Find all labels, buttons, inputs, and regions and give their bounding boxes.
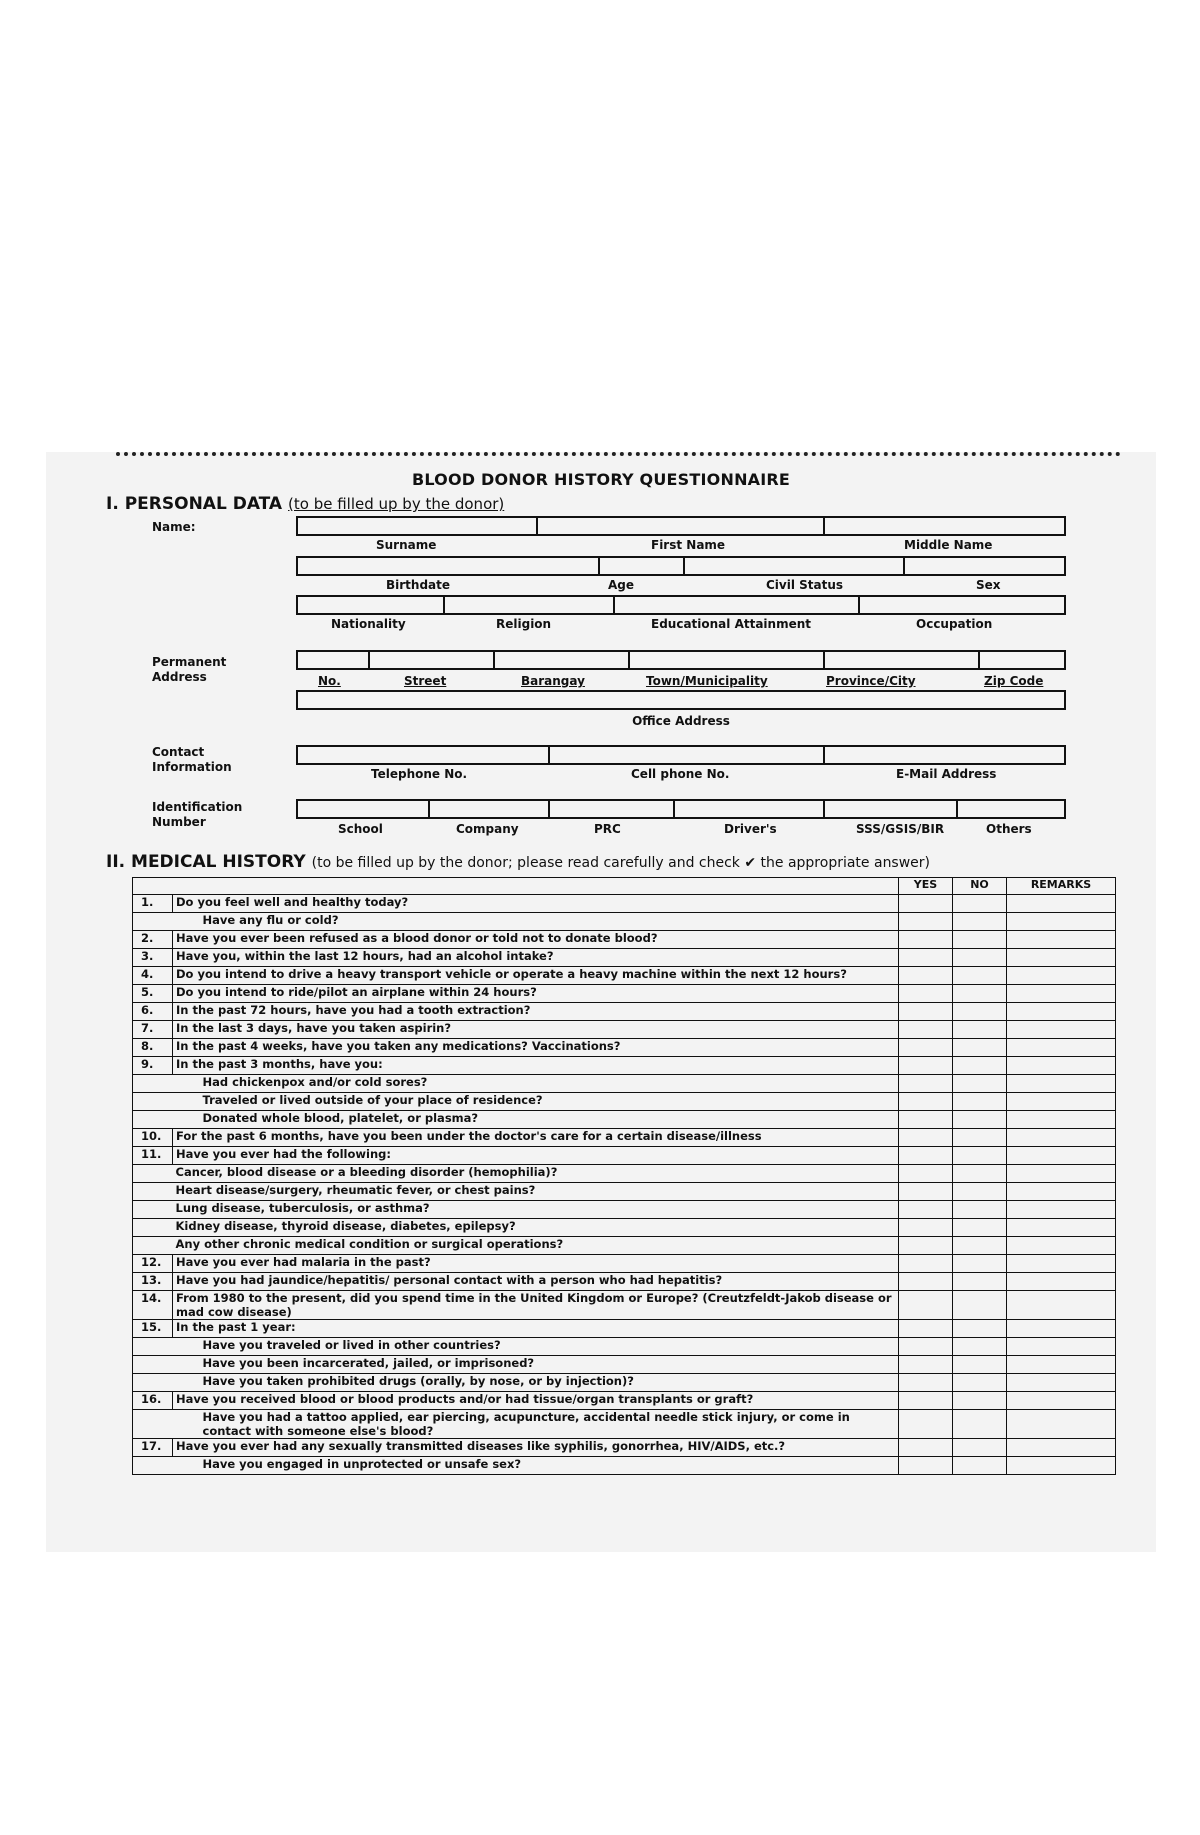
remarks-cell[interactable]	[1007, 1320, 1116, 1338]
remarks-cell[interactable]	[1007, 1338, 1116, 1356]
permanent-address-fields	[296, 650, 1066, 670]
email-caption: E-Mail Address	[896, 767, 997, 781]
address-province-caption: Province/City	[826, 674, 916, 688]
no-checkbox-cell[interactable]	[953, 1273, 1007, 1291]
no-checkbox-cell[interactable]	[953, 1003, 1007, 1021]
question-text: In the past 3 months, have you:	[173, 1057, 899, 1075]
religion-caption: Religion	[496, 617, 552, 631]
remarks-cell[interactable]	[1007, 1147, 1116, 1165]
cellphone-caption: Cell phone No.	[631, 767, 730, 781]
yes-checkbox-cell[interactable]	[899, 1374, 953, 1392]
no-checkbox-cell[interactable]	[953, 1338, 1007, 1356]
question-row	[133, 1255, 1116, 1273]
question-number: 17.	[133, 1439, 173, 1457]
question-row	[133, 1201, 1116, 1219]
id-sss-caption: SSS/GSIS/BIR	[856, 822, 945, 836]
question-row	[133, 1129, 1116, 1147]
question-text: Have you had a tattoo applied, ear piercing, acupuncture, accidental needle stick injury, or come in contact with someone else's blood?	[173, 1410, 899, 1439]
question-number	[133, 1219, 173, 1237]
question-text: Have you ever had malaria in the past?	[173, 1255, 899, 1273]
question-number: 3.	[133, 949, 173, 967]
yes-checkbox-cell[interactable]	[899, 895, 953, 913]
no-checkbox-cell[interactable]	[953, 1219, 1007, 1237]
yes-checkbox-cell[interactable]	[899, 1255, 953, 1273]
question-text: Traveled or lived outside of your place of residence?	[173, 1093, 899, 1111]
yes-checkbox-cell[interactable]	[899, 1338, 953, 1356]
question-row	[133, 1183, 1116, 1201]
question-text: Had chickenpox and/or cold sores?	[173, 1075, 899, 1093]
contact-info-label	[152, 745, 232, 775]
remarks-cell[interactable]	[1007, 1410, 1116, 1439]
remarks-cell[interactable]	[1007, 1165, 1116, 1183]
question-row	[133, 1273, 1116, 1291]
yes-column-header: YES	[899, 878, 953, 895]
remarks-cell[interactable]	[1007, 1273, 1116, 1291]
surname-caption: Surname	[376, 538, 437, 552]
question-text: Do you intend to drive a heavy transport vehicle or operate a heavy machine within the next 12 hours?	[173, 967, 899, 985]
question-row	[133, 1093, 1116, 1111]
remarks-cell[interactable]	[1007, 1093, 1116, 1111]
question-number: 14.	[133, 1291, 173, 1320]
question-number: 16.	[133, 1392, 173, 1410]
question-row	[133, 913, 1116, 931]
question-number	[133, 1075, 173, 1093]
id-company-caption: Company	[456, 822, 519, 836]
no-checkbox-cell[interactable]	[953, 949, 1007, 967]
remarks-cell[interactable]	[1007, 1201, 1116, 1219]
yes-checkbox-cell[interactable]	[899, 1410, 953, 1439]
address-barangay-caption: Barangay	[521, 674, 585, 688]
remarks-cell[interactable]	[1007, 1374, 1116, 1392]
birthdate-row-captions	[296, 578, 1066, 594]
yes-checkbox-cell[interactable]	[899, 985, 953, 1003]
question-text: Any other chronic medical condition or surgical operations?	[173, 1237, 899, 1255]
office-address-caption: Office Address	[632, 714, 730, 728]
question-text: Have you ever been refused as a blood donor or told not to donate blood?	[173, 931, 899, 949]
question-text: In the past 72 hours, have you had a tooth extraction?	[173, 1003, 899, 1021]
yes-checkbox-cell[interactable]	[899, 1003, 953, 1021]
remarks-cell[interactable]	[1007, 1075, 1116, 1093]
remarks-cell[interactable]	[1007, 895, 1116, 913]
yes-checkbox-cell[interactable]	[899, 1075, 953, 1093]
question-text: Have any flu or cold?	[173, 913, 899, 931]
no-checkbox-cell[interactable]	[953, 913, 1007, 931]
question-number	[133, 1093, 173, 1111]
question-text: Have you had jaundice/hepatitis/ personal contact with a person who had hepatitis?	[173, 1273, 899, 1291]
yes-checkbox-cell[interactable]	[899, 1219, 953, 1237]
remarks-cell[interactable]	[1007, 913, 1116, 931]
question-text: Have you engaged in unprotected or unsafe sex?	[173, 1457, 899, 1475]
question-number	[133, 1457, 173, 1475]
question-row	[133, 1392, 1116, 1410]
question-number: 12.	[133, 1255, 173, 1273]
yes-checkbox-cell[interactable]	[899, 1183, 953, 1201]
birthdate-row-fields	[296, 556, 1066, 576]
question-number	[133, 1183, 173, 1201]
yes-checkbox-cell[interactable]	[899, 1111, 953, 1129]
age-caption: Age	[608, 578, 635, 592]
no-checkbox-cell[interactable]	[953, 1093, 1007, 1111]
name-fields	[296, 516, 1066, 536]
permanent-address-label	[152, 655, 226, 685]
question-text: Have you ever had any sexually transmitted diseases like syphilis, gonorrhea, HIV/AIDS, etc.?	[173, 1439, 899, 1457]
question-text: Have you, within the last 12 hours, had an alcohol intake?	[173, 949, 899, 967]
question-number	[133, 1111, 173, 1129]
question-number: 4.	[133, 967, 173, 985]
sex-caption: Sex	[976, 578, 1001, 592]
yes-checkbox-cell[interactable]	[899, 913, 953, 931]
no-checkbox-cell[interactable]	[953, 1021, 1007, 1039]
contact-fields	[296, 745, 1066, 765]
remarks-column-header: REMARKS	[1007, 878, 1116, 895]
contact-label-line-1: Contact	[152, 745, 205, 759]
question-text: Do you feel well and healthy today?	[173, 895, 899, 913]
question-text: Have you traveled or lived in other countries?	[173, 1338, 899, 1356]
yes-checkbox-cell[interactable]	[899, 1165, 953, 1183]
question-number: 7.	[133, 1021, 173, 1039]
telephone-caption: Telephone No.	[371, 767, 468, 781]
no-checkbox-cell[interactable]	[953, 1439, 1007, 1457]
question-text: Have you been incarcerated, jailed, or imprisoned?	[173, 1356, 899, 1374]
yes-checkbox-cell[interactable]	[899, 1039, 953, 1057]
form-title: BLOOD DONOR HISTORY QUESTIONNAIRE	[411, 470, 791, 489]
section-numeral: II.	[106, 852, 126, 872]
identification-fields	[296, 799, 1066, 819]
no-checkbox-cell[interactable]	[953, 1255, 1007, 1273]
question-row	[133, 1439, 1116, 1457]
question-row	[133, 985, 1116, 1003]
remarks-cell[interactable]	[1007, 1039, 1116, 1057]
question-row	[133, 1356, 1116, 1374]
yes-checkbox-cell[interactable]	[899, 1021, 953, 1039]
question-number: 15.	[133, 1320, 173, 1338]
section-title: PERSONAL DATA	[124, 494, 283, 514]
medical-history-table	[132, 877, 1116, 1475]
question-number	[133, 1410, 173, 1439]
occupation-caption: Occupation	[916, 617, 993, 631]
no-checkbox-cell[interactable]	[953, 895, 1007, 913]
question-text: From 1980 to the present, did you spend time in the United Kingdom or Europe? (Creutzfeldt-Jakob disease or mad cow disease)	[173, 1291, 899, 1320]
question-text: Have you ever had the following:	[173, 1147, 899, 1165]
no-checkbox-cell[interactable]	[953, 1457, 1007, 1475]
no-checkbox-cell[interactable]	[953, 931, 1007, 949]
no-checkbox-cell[interactable]	[953, 1320, 1007, 1338]
remarks-cell[interactable]	[1007, 985, 1116, 1003]
no-checkbox-cell[interactable]	[953, 1111, 1007, 1129]
question-row	[133, 967, 1116, 985]
question-number: 13.	[133, 1273, 173, 1291]
id-others-caption: Others	[986, 822, 1032, 836]
address-street-caption: Street	[404, 674, 447, 688]
question-text: In the past 1 year:	[173, 1320, 899, 1338]
yes-checkbox-cell[interactable]	[899, 1439, 953, 1457]
contact-captions	[296, 767, 1066, 783]
question-number: 5.	[133, 985, 173, 1003]
section-numeral: I.	[106, 494, 119, 514]
no-checkbox-cell[interactable]	[953, 1201, 1007, 1219]
question-row	[133, 949, 1116, 967]
section-instruction: (to be filled up by the donor; please read carefully and check ✔ the appropriate answer)	[311, 855, 931, 871]
question-text: Heart disease/surgery, rheumatic fever, or chest pains?	[173, 1183, 899, 1201]
no-checkbox-cell[interactable]	[953, 1291, 1007, 1320]
yes-checkbox-cell[interactable]	[899, 1356, 953, 1374]
remarks-cell[interactable]	[1007, 1183, 1116, 1201]
yes-checkbox-cell[interactable]	[899, 1129, 953, 1147]
no-column-header: NO	[953, 878, 1007, 895]
identification-captions	[296, 822, 1066, 838]
question-number	[133, 1201, 173, 1219]
remarks-cell[interactable]	[1007, 1439, 1116, 1457]
yes-checkbox-cell[interactable]	[899, 1147, 953, 1165]
dotted-border	[116, 452, 1121, 464]
question-number	[133, 1374, 173, 1392]
nationality-caption: Nationality	[331, 617, 406, 631]
nationality-row-captions	[296, 617, 1066, 633]
identification-label-line-1: Identification	[152, 800, 243, 814]
question-number: 1.	[133, 895, 173, 913]
yes-checkbox-cell[interactable]	[899, 1237, 953, 1255]
question-row	[133, 1457, 1116, 1475]
section-instruction: (to be filled up by the donor)	[288, 495, 505, 513]
permanent-address-label-line-2: Address	[152, 670, 207, 684]
no-checkbox-cell[interactable]	[953, 1374, 1007, 1392]
id-prc-caption: PRC	[594, 822, 621, 836]
question-row	[133, 1165, 1116, 1183]
yes-checkbox-cell[interactable]	[899, 967, 953, 985]
question-number: 11.	[133, 1147, 173, 1165]
address-no-caption: No.	[318, 674, 341, 688]
permanent-address-captions	[296, 674, 1066, 690]
no-checkbox-cell[interactable]	[953, 1356, 1007, 1374]
civil-status-caption: Civil Status	[766, 578, 844, 592]
remarks-cell[interactable]	[1007, 967, 1116, 985]
question-row	[133, 1320, 1116, 1338]
question-text: Kidney disease, thyroid disease, diabetes, epilepsy?	[173, 1219, 899, 1237]
name-captions	[296, 538, 1066, 554]
name-label: Name:	[152, 520, 196, 534]
question-number	[133, 1356, 173, 1374]
office-address-field	[296, 690, 1066, 710]
question-row	[133, 1003, 1116, 1021]
no-checkbox-cell[interactable]	[953, 1075, 1007, 1093]
permanent-address-label-line-1: Permanent	[152, 655, 227, 669]
question-row	[133, 1374, 1116, 1392]
question-row	[133, 1338, 1116, 1356]
no-checkbox-cell[interactable]	[953, 1057, 1007, 1075]
middle-name-caption: Middle Name	[904, 538, 993, 552]
no-checkbox-cell[interactable]	[953, 1237, 1007, 1255]
personal-data-heading	[106, 494, 504, 514]
question-row	[133, 931, 1116, 949]
remarks-cell[interactable]	[1007, 1111, 1116, 1129]
yes-checkbox-cell[interactable]	[899, 949, 953, 967]
question-text: Do you intend to ride/pilot an airplane within 24 hours?	[173, 985, 899, 1003]
question-row	[133, 1237, 1116, 1255]
question-row	[133, 895, 1116, 913]
address-zip-caption: Zip Code	[984, 674, 1044, 688]
id-school-caption: School	[338, 822, 383, 836]
question-text: Have you taken prohibited drugs (orally, by nose, or by injection)?	[173, 1374, 899, 1392]
no-checkbox-cell[interactable]	[953, 1410, 1007, 1439]
question-text: Have you received blood or blood products and/or had tissue/organ transplants or graft?	[173, 1392, 899, 1410]
remarks-cell[interactable]	[1007, 1457, 1116, 1475]
question-text: In the past 4 weeks, have you taken any medications? Vaccinations?	[173, 1039, 899, 1057]
remarks-cell[interactable]	[1007, 1129, 1116, 1147]
yes-checkbox-cell[interactable]	[899, 1457, 953, 1475]
no-checkbox-cell[interactable]	[953, 1147, 1007, 1165]
question-number: 10.	[133, 1129, 173, 1147]
yes-checkbox-cell[interactable]	[899, 1273, 953, 1291]
remarks-cell[interactable]	[1007, 1392, 1116, 1410]
medical-history-rows	[133, 895, 1116, 1475]
question-text: In the last 3 days, have you taken aspirin?	[173, 1021, 899, 1039]
no-checkbox-cell[interactable]	[953, 985, 1007, 1003]
no-checkbox-cell[interactable]	[953, 1129, 1007, 1147]
remarks-cell[interactable]	[1007, 1237, 1116, 1255]
question-number	[133, 913, 173, 931]
no-checkbox-cell[interactable]	[953, 967, 1007, 985]
remarks-cell[interactable]	[1007, 1021, 1116, 1039]
no-checkbox-cell[interactable]	[953, 1165, 1007, 1183]
yes-checkbox-cell[interactable]	[899, 1320, 953, 1338]
remarks-cell[interactable]	[1007, 1219, 1116, 1237]
yes-checkbox-cell[interactable]	[899, 1392, 953, 1410]
question-row	[133, 1075, 1116, 1093]
remarks-cell[interactable]	[1007, 1003, 1116, 1021]
identification-label-line-2: Number	[152, 815, 206, 829]
question-row	[133, 1021, 1116, 1039]
contact-label-line-2: Information	[152, 760, 232, 774]
medical-history-heading	[106, 852, 930, 872]
identification-label	[152, 800, 242, 830]
question-row	[133, 1291, 1116, 1320]
yes-checkbox-cell[interactable]	[899, 931, 953, 949]
question-text: Cancer, blood disease or a bleeding disorder (hemophilia)?	[173, 1165, 899, 1183]
question-text: Lung disease, tuberculosis, or asthma?	[173, 1201, 899, 1219]
section-title: MEDICAL HISTORY	[131, 852, 306, 872]
question-number	[133, 1237, 173, 1255]
remarks-cell[interactable]	[1007, 1255, 1116, 1273]
question-row	[133, 1057, 1116, 1075]
question-number: 2.	[133, 931, 173, 949]
question-row	[133, 1039, 1116, 1057]
remarks-cell[interactable]	[1007, 1057, 1116, 1075]
remarks-cell[interactable]	[1007, 949, 1116, 967]
remarks-cell[interactable]	[1007, 1356, 1116, 1374]
nationality-row-fields	[296, 595, 1066, 615]
no-checkbox-cell[interactable]	[953, 1183, 1007, 1201]
questionnaire-sheet	[46, 452, 1156, 1552]
question-row	[133, 1410, 1116, 1439]
no-checkbox-cell[interactable]	[953, 1039, 1007, 1057]
yes-checkbox-cell[interactable]	[899, 1093, 953, 1111]
birthdate-caption: Birthdate	[386, 578, 451, 592]
yes-checkbox-cell[interactable]	[899, 1291, 953, 1320]
question-number: 6.	[133, 1003, 173, 1021]
address-town-caption: Town/Municipality	[646, 674, 768, 688]
remarks-cell[interactable]	[1007, 1291, 1116, 1320]
yes-checkbox-cell[interactable]	[899, 1057, 953, 1075]
question-text: For the past 6 months, have you been under the doctor's care for a certain disease/illness	[173, 1129, 899, 1147]
id-drivers-caption: Driver's	[724, 822, 777, 836]
question-row	[133, 1147, 1116, 1165]
yes-checkbox-cell[interactable]	[899, 1201, 953, 1219]
question-number: 9.	[133, 1057, 173, 1075]
question-number	[133, 1338, 173, 1356]
remarks-cell[interactable]	[1007, 931, 1116, 949]
first-name-caption: First Name	[651, 538, 726, 552]
no-checkbox-cell[interactable]	[953, 1392, 1007, 1410]
question-text: Donated whole blood, platelet, or plasma?	[173, 1111, 899, 1129]
question-row	[133, 1111, 1116, 1129]
question-row	[133, 1219, 1116, 1237]
education-caption: Educational Attainment	[651, 617, 812, 631]
question-number: 8.	[133, 1039, 173, 1057]
question-number	[133, 1165, 173, 1183]
table-header-row	[133, 878, 1116, 895]
question-column-header	[133, 878, 899, 895]
